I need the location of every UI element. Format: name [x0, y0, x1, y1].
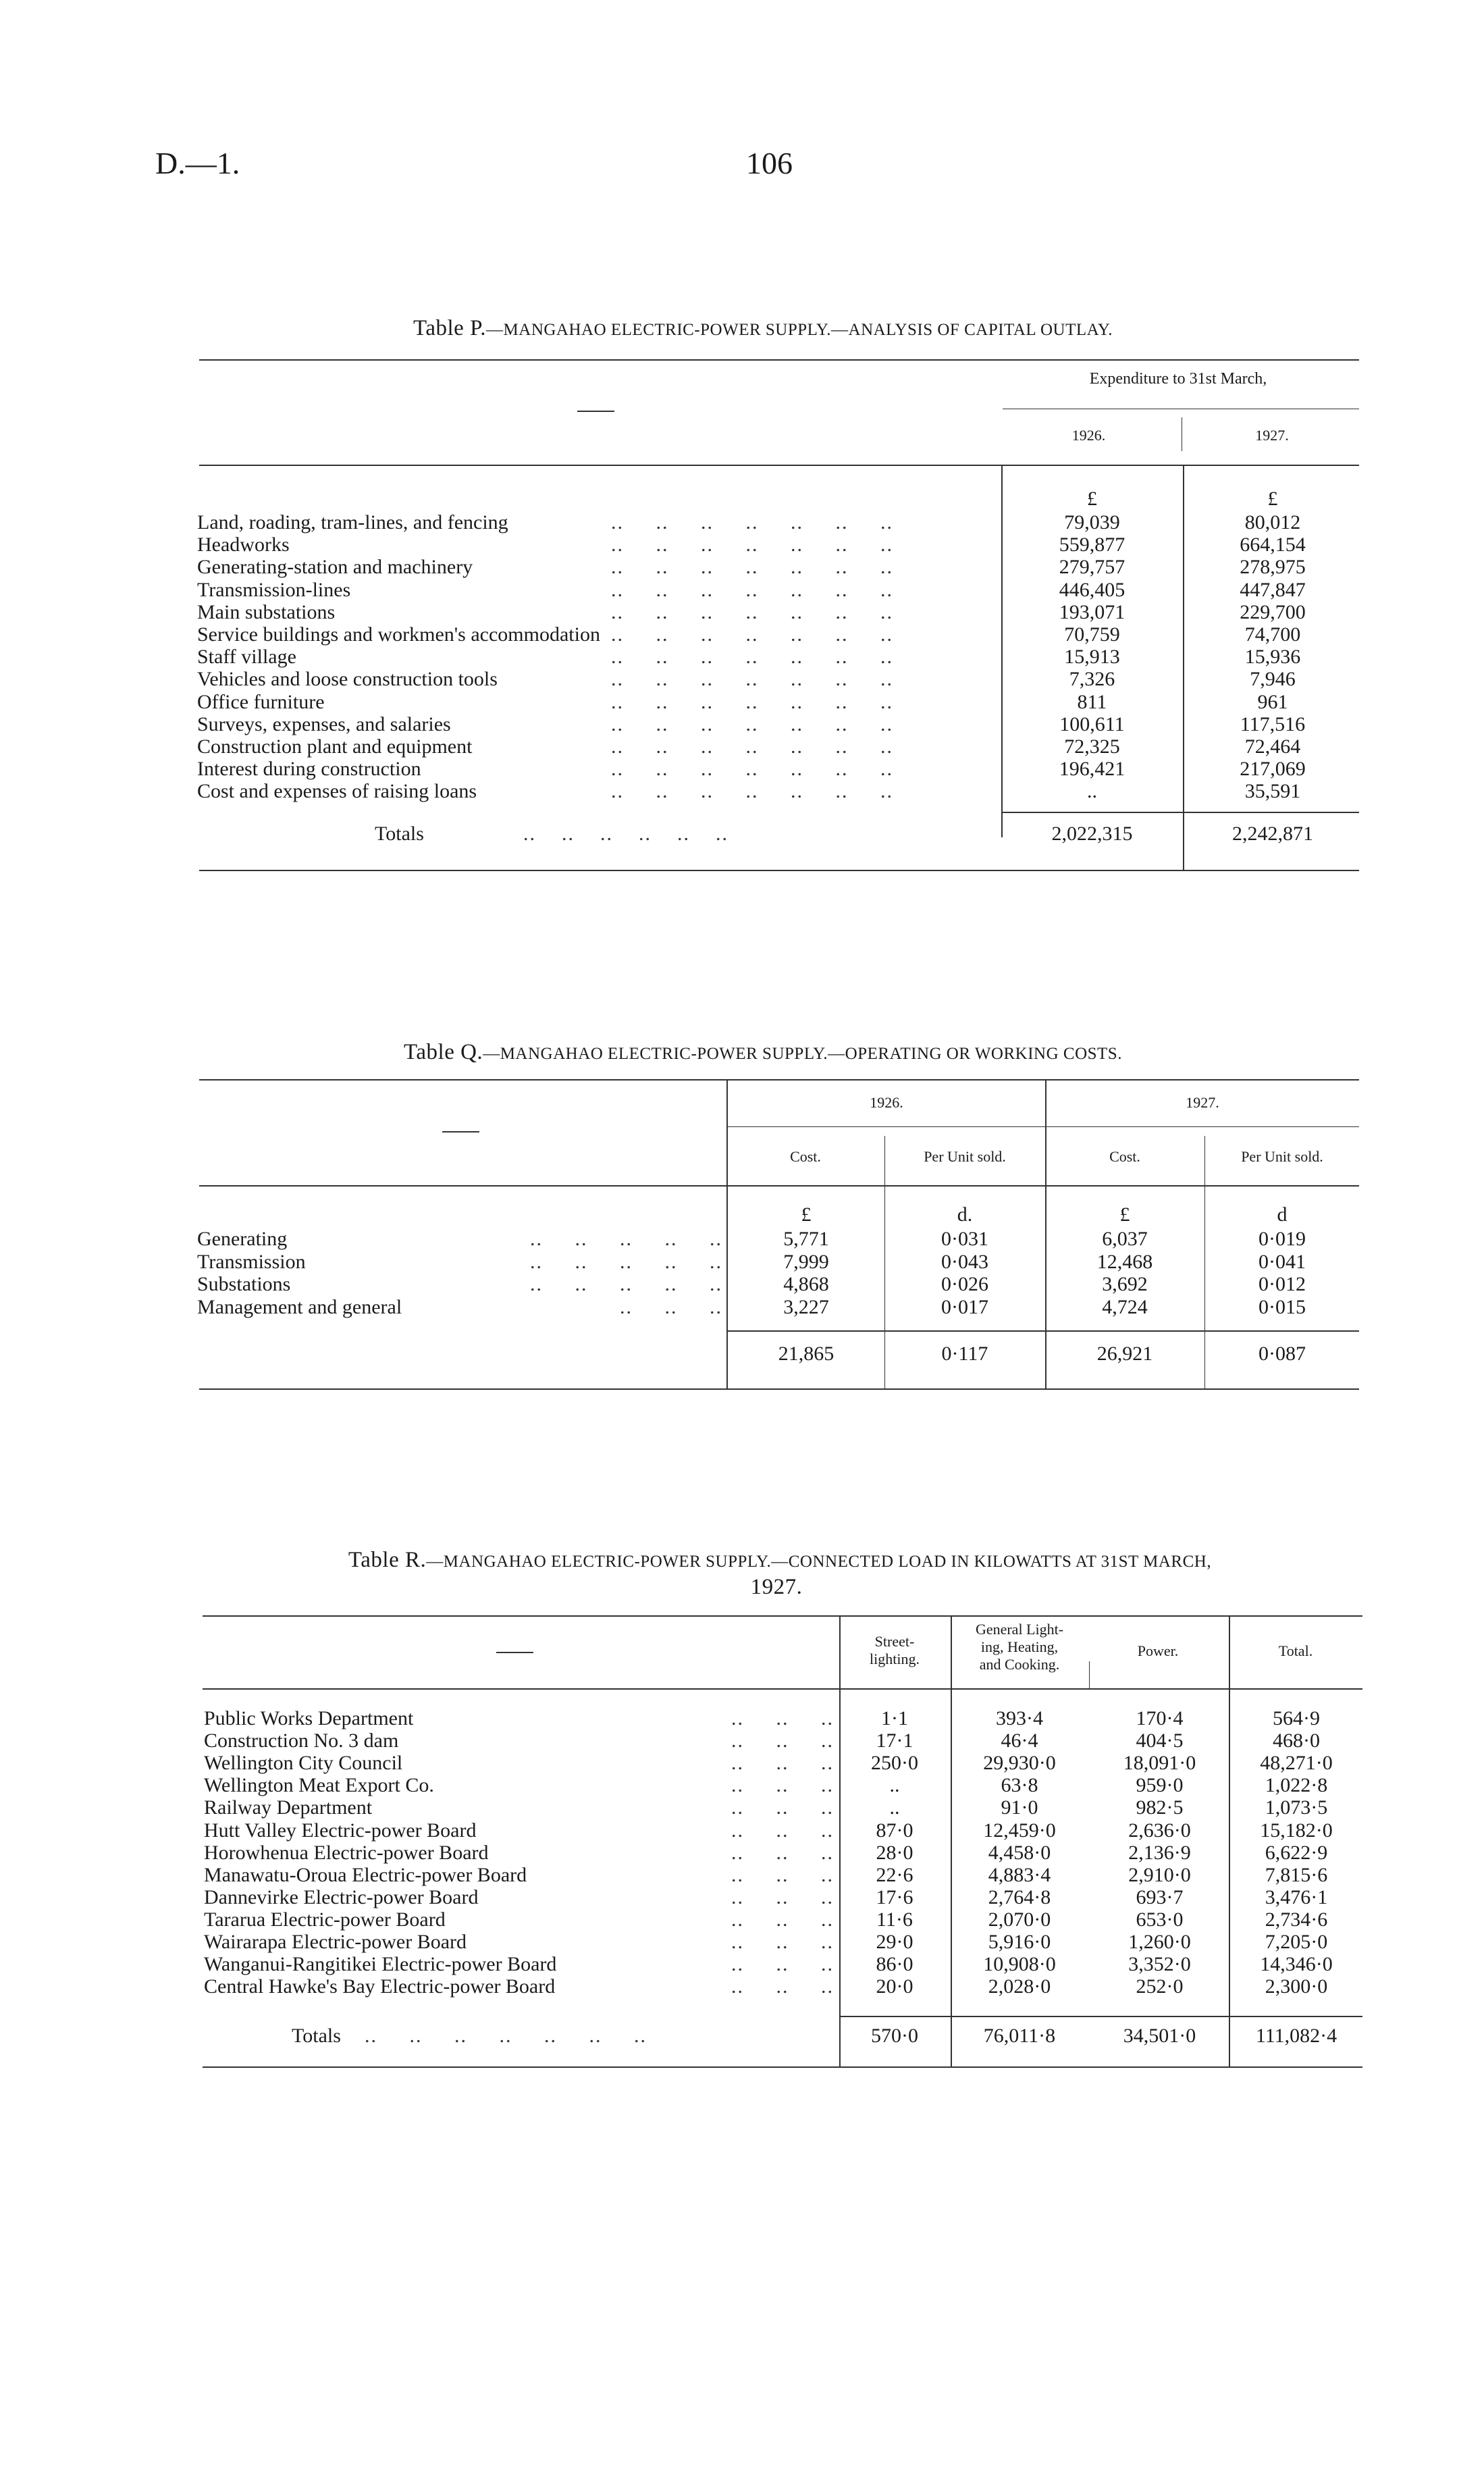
table-q-col-divider-4 — [1204, 1136, 1205, 1388]
general-lighting: 10,908·0 — [983, 1953, 1056, 1976]
table-p-totals-1926: 2,022,315 — [1051, 823, 1133, 845]
value-1926: 559,877 — [1059, 533, 1125, 556]
row-label: Manawatu-Oroua Electric-power Board — [204, 1863, 527, 1886]
dot-leader: .. .. .. .. .. — [530, 1273, 722, 1295]
dot-leader: .. .. .. — [731, 1707, 834, 1729]
row-label: Office furniture — [197, 690, 325, 713]
table-q-cost-1926-header: Cost. — [790, 1148, 821, 1165]
cost-1927: 4,724 — [1102, 1295, 1148, 1318]
unit-1927: 0·019 — [1258, 1228, 1306, 1250]
table-q-year-rule — [728, 1126, 1359, 1127]
value-1926: 7,326 — [1069, 668, 1115, 691]
row-label: Hutt Valley Electric-power Board — [204, 1819, 477, 1842]
total: 7,205·0 — [1265, 1931, 1328, 1953]
power: 653·0 — [1136, 1908, 1184, 1931]
general-lighting: 91·0 — [1001, 1796, 1038, 1819]
table-p-totals-1927: 2,242,871 — [1232, 823, 1313, 845]
table-r-sum-rule — [839, 2016, 1362, 2017]
general-lighting: 4,883·4 — [988, 1863, 1051, 1886]
power: 18,091·0 — [1123, 1752, 1196, 1775]
power: 252·0 — [1136, 1975, 1184, 1998]
dot-leader: .. .. .. .. .. .. .. — [611, 556, 893, 579]
total: 15,182·0 — [1260, 1819, 1333, 1842]
cost-1926: 4,868 — [783, 1273, 829, 1295]
table-q-total-cost-1927: 26,921 — [1096, 1343, 1153, 1365]
table-q-pence-1926: d. — [957, 1203, 973, 1226]
table-p-col-1926: 1926. — [1071, 427, 1106, 444]
value-1927: 72,464 — [1244, 735, 1301, 758]
unit-1927: 0·041 — [1258, 1250, 1306, 1273]
table-r-col-total: Total. — [1278, 1642, 1313, 1659]
dot-leader: .. .. .. .. .. .. .. — [611, 758, 893, 781]
value-1926: 446,405 — [1059, 578, 1125, 601]
dot-leader: .. .. .. .. .. .. .. — [611, 780, 893, 803]
dot-leader: .. .. .. .. .. .. .. — [611, 646, 893, 669]
cost-1926: 5,771 — [783, 1228, 829, 1250]
page-number: 106 — [746, 146, 793, 180]
power: 3,352·0 — [1128, 1953, 1191, 1976]
table-p-totals-label: Totals — [375, 823, 424, 845]
row-label: Management and general — [197, 1295, 402, 1318]
power: 2,910·0 — [1128, 1863, 1191, 1886]
row-label: Service buildings and workmen's accommodation — [197, 623, 600, 646]
general-lighting: 2,070·0 — [988, 1908, 1051, 1931]
row-label: Headworks — [197, 533, 290, 556]
table-q-title — [155, 1040, 1371, 1065]
cost-1927: 3,692 — [1102, 1273, 1148, 1295]
row-label: Land, roading, tram-lines, and fencing — [197, 511, 508, 533]
value-1926: 70,759 — [1064, 623, 1120, 646]
dot-leader: .. .. .. — [731, 1796, 834, 1819]
dot-leader: .. .. .. .. .. — [530, 1250, 722, 1273]
row-label: Substations — [197, 1273, 291, 1295]
table-q-total-unit-1926: 0·117 — [941, 1343, 988, 1365]
row-label: Horowhenua Electric-power Board — [204, 1841, 489, 1864]
row-label: Transmission — [197, 1250, 306, 1273]
row-label: Vehicles and loose construction tools — [197, 668, 498, 691]
dot-leader: .. .. .. .. .. .. .. — [611, 690, 893, 713]
value-1927: 117,516 — [1240, 712, 1306, 735]
table-r-total-general: 76,011·8 — [983, 2025, 1056, 2047]
street-lighting: .. — [889, 1796, 900, 1819]
dot-leader: .. .. .. .. .. .. .. — [611, 668, 893, 691]
row-label: Construction No. 3 dam — [204, 1729, 399, 1752]
dot-leader: .. .. .. — [731, 1841, 834, 1864]
value-1927: 664,154 — [1240, 533, 1306, 556]
value-1926: 811 — [1077, 690, 1107, 713]
street-lighting: 86·0 — [876, 1953, 913, 1976]
table-q-total-cost-1926: 21,865 — [778, 1343, 834, 1365]
row-label: Central Hawke's Bay Electric-power Board — [204, 1975, 556, 1998]
table-q-title-rest: —MANGAHAO ELECTRIC-POWER SUPPLY.—OPERATING OR WORKING COSTS. — [483, 1045, 1122, 1063]
table-p-currency-1927: £ — [1267, 488, 1278, 510]
dot-leader: .. .. .. — [620, 1295, 722, 1318]
dot-leader: .. .. .. — [731, 1975, 834, 1998]
total: 2,734·6 — [1265, 1908, 1328, 1931]
street-lighting: 28·0 — [876, 1841, 913, 1864]
dot-leader: .. .. .. — [731, 1953, 834, 1976]
value-1926: 100,611 — [1059, 712, 1125, 735]
table-p-group-header: Expenditure to 31st March, — [1089, 370, 1267, 388]
table-r-total-total: 111,082·4 — [1255, 2025, 1337, 2047]
table-r-title-prefix: Table R. — [348, 1548, 427, 1572]
table-p-top-rule — [199, 359, 1359, 361]
value-1927: 80,012 — [1244, 511, 1301, 533]
total: 7,815·6 — [1265, 1863, 1328, 1886]
value-1927: 217,069 — [1240, 758, 1306, 781]
value-1927: 961 — [1257, 690, 1288, 713]
total: 1,022·8 — [1265, 1774, 1328, 1797]
power: 2,636·0 — [1128, 1819, 1191, 1842]
general-lighting: 393·4 — [996, 1707, 1043, 1729]
table-p-header-rule — [199, 465, 1359, 466]
total: 468·0 — [1273, 1729, 1320, 1752]
table-q-year-1927: 1927. — [1186, 1094, 1219, 1111]
total: 14,346·0 — [1260, 1953, 1333, 1976]
table-r-header-rule — [203, 1688, 1362, 1690]
row-label: Cost and expenses of raising loans — [197, 780, 477, 803]
table-q-currency-1926: £ — [801, 1203, 812, 1226]
dot-leader: .. .. .. .. .. .. .. — [611, 712, 893, 735]
table-p-currency-1926: £ — [1087, 488, 1097, 510]
street-lighting: 29·0 — [876, 1931, 913, 1953]
general-lighting: 29,930·0 — [983, 1752, 1056, 1775]
row-label: Wellington Meat Export Co. — [204, 1774, 434, 1797]
row-label: Transmission-lines — [197, 578, 351, 601]
value-1927: 7,946 — [1250, 668, 1296, 691]
dot-leader: .. .. .. .. .. .. .. — [611, 533, 893, 556]
unit-1926: 0·017 — [941, 1295, 988, 1318]
total: 2,300·0 — [1265, 1975, 1328, 1998]
table-p-col-1927: 1927. — [1255, 427, 1289, 444]
table-r-totals-leader: .. .. .. .. .. .. .. — [365, 2025, 647, 2047]
unit-1927: 0·012 — [1258, 1273, 1306, 1295]
dot-leader: .. .. .. — [731, 1729, 834, 1752]
table-p-totals-leader: .. .. .. .. .. .. — [523, 823, 728, 845]
street-lighting: 87·0 — [876, 1819, 913, 1842]
table-r-totals-label: Totals — [292, 2025, 341, 2047]
street-lighting: 250·0 — [871, 1752, 918, 1775]
row-label: Interest during construction — [197, 758, 421, 781]
value-1926: .. — [1087, 780, 1097, 803]
unit-1926: 0·043 — [941, 1250, 988, 1273]
value-1926: 193,071 — [1059, 600, 1125, 623]
street-lighting: .. — [889, 1774, 900, 1797]
row-label: Public Works Department — [204, 1707, 414, 1729]
dot-leader: .. .. .. .. .. .. .. — [611, 578, 893, 601]
cost-1927: 6,037 — [1102, 1228, 1148, 1250]
table-q-title-prefix: Table Q. — [404, 1040, 483, 1064]
row-label: Wairarapa Electric-power Board — [204, 1931, 467, 1953]
table-r-col-divider-3 — [1089, 1661, 1090, 1688]
power: 982·5 — [1136, 1796, 1184, 1819]
unit-1926: 0·026 — [941, 1273, 988, 1295]
value-1927: 447,847 — [1240, 578, 1306, 601]
table-q-header-rule — [199, 1185, 1359, 1187]
street-lighting: 11·6 — [876, 1908, 913, 1931]
general-lighting: 46·4 — [1001, 1729, 1038, 1752]
row-label: Dannevirke Electric-power Board — [204, 1885, 479, 1908]
value-1926: 279,757 — [1059, 556, 1125, 579]
dot-leader: .. .. .. .. .. .. .. — [611, 735, 893, 758]
table-q-currency-1927: £ — [1119, 1203, 1130, 1226]
table-r-title-year: 1927. — [750, 1575, 803, 1599]
row-label: Construction plant and equipment — [197, 735, 473, 758]
table-p-col-divider-1 — [1001, 465, 1003, 837]
general-lighting: 2,764·8 — [988, 1885, 1051, 1908]
table-q-col-divider-1 — [726, 1079, 728, 1388]
general-lighting: 12,459·0 — [983, 1819, 1056, 1842]
dot-leader: .. .. .. — [731, 1774, 834, 1797]
table-r-col-general: General Light- ing, Heating, and Cooking. — [975, 1621, 1064, 1673]
row-label: Staff village — [197, 646, 296, 669]
general-lighting: 5,916·0 — [988, 1931, 1051, 1953]
value-1926: 72,325 — [1064, 735, 1120, 758]
dot-leader: .. .. .. — [731, 1908, 834, 1931]
dot-leader: .. .. .. — [731, 1819, 834, 1842]
table-r-col-street: Street- lighting. — [870, 1633, 920, 1667]
dot-leader: .. .. .. .. .. .. .. — [611, 600, 893, 623]
power: 693·7 — [1136, 1885, 1184, 1908]
table-q-total-unit-1927: 0·087 — [1258, 1343, 1306, 1365]
power: 1,260·0 — [1128, 1931, 1191, 1953]
table-r-total-power: 34,501·0 — [1123, 2025, 1196, 2047]
street-lighting: 22·6 — [876, 1863, 913, 1886]
row-label: Generating — [197, 1228, 288, 1250]
table-q-sum-rule — [726, 1330, 1359, 1332]
value-1927: 15,936 — [1244, 646, 1301, 669]
table-q-blank-header — [442, 1131, 479, 1133]
dot-leader: .. .. .. — [731, 1931, 834, 1953]
row-label: Surveys, expenses, and salaries — [197, 712, 451, 735]
document-reference: D.—1. — [155, 146, 240, 180]
row-label: Railway Department — [204, 1796, 373, 1819]
table-q-col-divider-2 — [884, 1136, 885, 1388]
dot-leader: .. .. .. — [731, 1752, 834, 1775]
general-lighting: 4,458·0 — [988, 1841, 1051, 1864]
unit-1926: 0·031 — [941, 1228, 988, 1250]
value-1927: 278,975 — [1240, 556, 1306, 579]
dot-leader: .. .. .. .. .. .. .. — [611, 511, 893, 533]
row-label: Wellington City Council — [204, 1752, 403, 1775]
power: 404·5 — [1136, 1729, 1184, 1752]
row-label: Generating-station and machinery — [197, 556, 473, 579]
street-lighting: 1·1 — [881, 1707, 908, 1729]
table-r-col-power: Power. — [1137, 1642, 1179, 1659]
value-1926: 79,039 — [1064, 511, 1120, 533]
unit-1927: 0·015 — [1258, 1295, 1306, 1318]
row-label: Tararua Electric-power Board — [204, 1908, 446, 1931]
power: 959·0 — [1136, 1774, 1184, 1797]
row-label: Main substations — [197, 600, 336, 623]
dot-leader: .. .. .. .. .. — [530, 1228, 722, 1250]
table-r-top-rule — [203, 1615, 1362, 1617]
table-p-col-divider-2 — [1183, 465, 1184, 870]
general-lighting: 2,028·0 — [988, 1975, 1051, 1998]
power: 170·4 — [1136, 1707, 1184, 1729]
table-r-total-street: 570·0 — [871, 2025, 918, 2047]
value-1926: 15,913 — [1064, 646, 1120, 669]
cost-1927: 12,468 — [1096, 1250, 1153, 1273]
total: 48,271·0 — [1260, 1752, 1333, 1775]
table-q-bottom-rule — [199, 1388, 1359, 1390]
dot-leader: .. .. .. — [731, 1863, 834, 1886]
street-lighting: 17·6 — [876, 1885, 913, 1908]
value-1927: 35,591 — [1244, 780, 1301, 803]
table-r-bottom-rule — [203, 2066, 1362, 2068]
table-q-unit-1926-header: Per Unit sold. — [924, 1148, 1006, 1165]
power: 2,136·9 — [1128, 1841, 1191, 1864]
total: 6,622·9 — [1265, 1841, 1328, 1864]
total: 3,476·1 — [1265, 1885, 1328, 1908]
table-r-blank-header — [496, 1652, 533, 1653]
table-r-title — [155, 1548, 1404, 1573]
total: 564·9 — [1273, 1707, 1320, 1729]
total: 1,073·5 — [1265, 1796, 1328, 1819]
table-q-year-1926: 1926. — [870, 1094, 903, 1111]
general-lighting: 63·8 — [1001, 1774, 1038, 1797]
table-p-blank-header — [577, 411, 614, 412]
value-1927: 74,700 — [1244, 623, 1301, 646]
dot-leader: .. .. .. — [731, 1885, 834, 1908]
table-r-title-rest: —MANGAHAO ELECTRIC-POWER SUPPLY.—CONNECTED LOAD IN KILOWATTS AT 31ST MARCH, — [426, 1553, 1212, 1571]
street-lighting: 20·0 — [876, 1975, 913, 1998]
table-q-cost-1927-header: Cost. — [1109, 1148, 1140, 1165]
value-1926: 196,421 — [1059, 758, 1125, 781]
row-label: Wanganui-Rangitikei Electric-power Board — [204, 1953, 557, 1976]
table-q-pence-1927: d — [1277, 1203, 1288, 1226]
table-p-sum-rule — [1001, 812, 1359, 813]
table-q-top-rule — [199, 1079, 1359, 1081]
dot-leader: .. .. .. .. .. .. .. — [611, 623, 893, 646]
cost-1926: 3,227 — [783, 1295, 829, 1318]
table-p-title — [155, 316, 1371, 341]
value-1927: 229,700 — [1240, 600, 1306, 623]
street-lighting: 17·1 — [876, 1729, 913, 1752]
table-q-unit-1927-header: Per Unit sold. — [1241, 1148, 1323, 1165]
cost-1926: 7,999 — [783, 1250, 829, 1273]
table-p-bottom-rule — [199, 870, 1359, 871]
table-p-title-prefix: Table P. — [413, 316, 487, 340]
table-p-title-rest: —MANGAHAO ELECTRIC-POWER SUPPLY.—ANALYSIS OF CAPITAL OUTLAY. — [486, 321, 1113, 339]
